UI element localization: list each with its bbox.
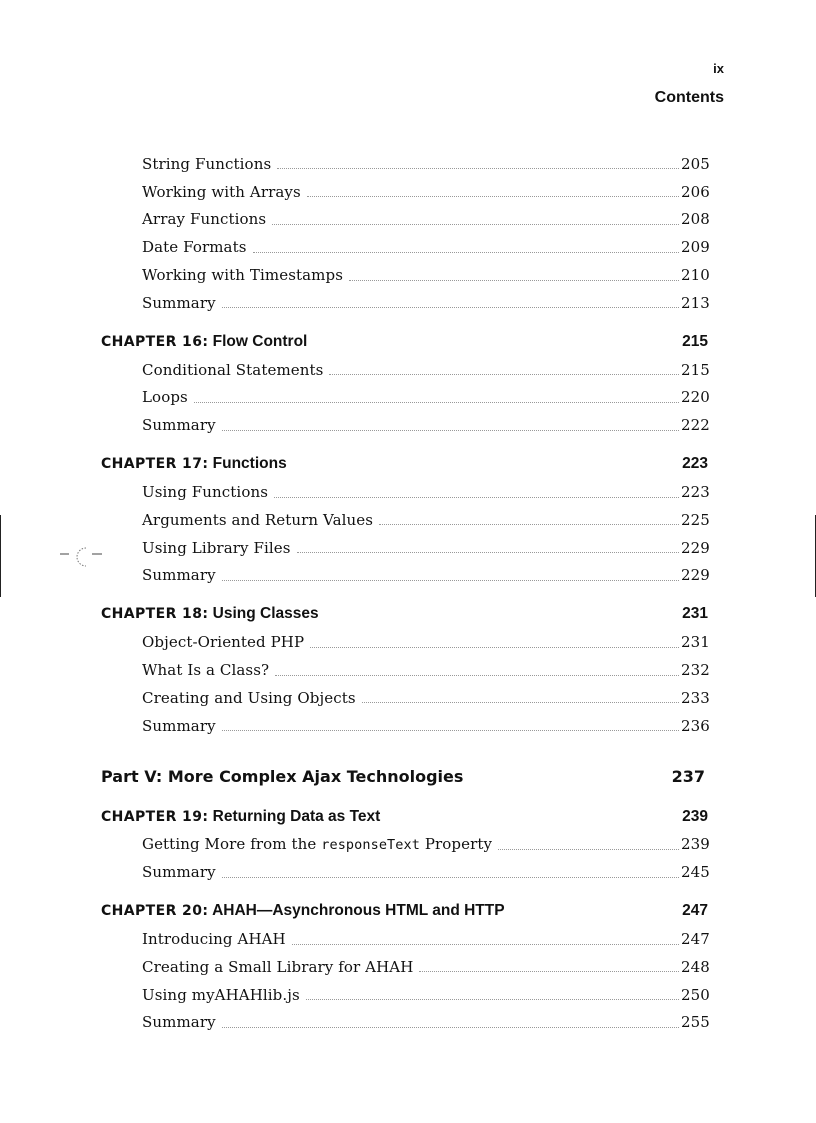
toc-entry[interactable] [101, 858, 708, 886]
toc-entry[interactable] [101, 534, 708, 562]
chapter-label: CHAPTER 19: [101, 808, 209, 825]
toc-entry[interactable] [101, 925, 708, 953]
chapter-page: 247 [682, 902, 708, 920]
chapter-title: Functions [212, 455, 287, 473]
dot-leader [274, 497, 679, 498]
dot-leader [362, 702, 679, 703]
entry-title-part: Getting More from the [142, 835, 322, 854]
chapter-heading[interactable] [101, 600, 708, 628]
entry-title-part: Property [419, 835, 493, 854]
toc-entry[interactable] [101, 178, 708, 206]
chapter-title: Returning Data as Text [212, 807, 381, 825]
entry-title: What Is a Class? [142, 661, 270, 680]
entry-title: Object-Oriented PHP [142, 633, 305, 652]
chapter-label: CHAPTER 20: [101, 903, 209, 920]
dot-leader [292, 944, 679, 945]
dot-leader [329, 374, 679, 375]
part-heading[interactable] [101, 762, 708, 792]
toc-entry[interactable] [101, 684, 708, 712]
entry-title: Summary [142, 566, 216, 585]
dot-leader [498, 849, 679, 850]
toc-entry[interactable] [101, 289, 708, 317]
dot-leader [275, 675, 679, 676]
toc-entry[interactable] [101, 233, 708, 261]
entry-title: String Functions [142, 154, 272, 173]
dot-leader [222, 430, 679, 431]
entry-page: 248 [681, 957, 710, 976]
part-page: 237 [671, 767, 705, 787]
entry-title: Loops [142, 388, 188, 407]
entry-title: Summary [142, 293, 216, 312]
entry-page: 239 [681, 835, 710, 854]
entry-title: Conditional Statements [142, 360, 324, 379]
chapter-label: CHAPTER 17: [101, 456, 209, 473]
registration-mark-icon [60, 544, 102, 570]
chapter-title: AHAH—Asynchronous HTML and HTTP [212, 902, 505, 920]
table-of-contents [101, 150, 708, 1036]
entry-title: Date Formats [142, 238, 247, 257]
entry-title: Summary [142, 863, 216, 882]
entry-page: 210 [681, 266, 710, 285]
toc-entry[interactable] [101, 712, 708, 740]
running-head: Contents [654, 89, 724, 106]
entry-title: Array Functions [142, 210, 267, 229]
toc-entry[interactable] [101, 628, 708, 656]
toc-entry[interactable] [101, 206, 708, 234]
chapter-heading[interactable] [101, 328, 708, 356]
entry-page: 229 [681, 566, 710, 585]
dot-leader [222, 877, 679, 878]
toc-entry[interactable] [101, 478, 708, 506]
chapter-page: 239 [682, 807, 708, 825]
toc-entry[interactable] [101, 656, 708, 684]
chapter-title: Flow Control [212, 332, 308, 350]
entry-title: Summary [142, 1013, 216, 1032]
dot-leader [194, 402, 679, 403]
page-number: ix [713, 61, 724, 76]
entry-page: 215 [681, 360, 710, 379]
entry-page: 223 [681, 483, 710, 502]
toc-entry[interactable] [101, 150, 708, 178]
chapter-label: CHAPTER 18: [101, 606, 209, 623]
entry-title: Using Functions [142, 483, 269, 502]
dot-leader [297, 552, 679, 553]
entry-page: 205 [681, 154, 710, 173]
dot-leader [310, 647, 679, 648]
chapter-page: 223 [682, 455, 708, 473]
chapter-title: Using Classes [212, 605, 319, 623]
entry-page: 232 [681, 661, 710, 680]
entry-page: 225 [681, 510, 710, 529]
toc-entry[interactable] [101, 562, 708, 590]
dot-leader [379, 524, 679, 525]
entry-page: 206 [681, 182, 710, 201]
entry-page: 247 [681, 930, 710, 949]
dot-leader [277, 168, 679, 169]
chapter-heading[interactable] [101, 897, 708, 925]
entry-title: Creating and Using Objects [142, 688, 356, 707]
entry-page: 209 [681, 238, 710, 257]
entry-page: 213 [681, 293, 710, 312]
toc-entry[interactable] [101, 356, 708, 384]
entry-page: 222 [681, 416, 710, 435]
entry-page: 208 [681, 210, 710, 229]
entry-page: 255 [681, 1013, 710, 1032]
toc-entry[interactable] [101, 261, 708, 289]
entry-title [142, 835, 492, 853]
entry-title-code: responseText [321, 837, 420, 854]
dot-leader [306, 999, 679, 1000]
toc-entry[interactable] [101, 411, 708, 439]
chapter-label: CHAPTER 16: [101, 333, 209, 350]
entry-title: Arguments and Return Values [142, 510, 374, 529]
entry-page: 220 [681, 388, 710, 407]
crop-mark-left [0, 515, 1, 597]
entry-page: 245 [681, 863, 710, 882]
entry-title: Introducing AHAH [142, 930, 286, 949]
entry-page: 231 [681, 633, 710, 652]
entry-title: Summary [142, 716, 216, 735]
toc-entry[interactable] [101, 831, 708, 859]
entry-title: Summary [142, 416, 216, 435]
dot-leader [253, 252, 679, 253]
toc-entry[interactable] [101, 1009, 708, 1037]
dot-leader [222, 1027, 679, 1028]
entry-title: Using myAHAHlib.js [142, 985, 300, 1004]
entry-page: 236 [681, 716, 710, 735]
entry-title: Working with Arrays [142, 182, 301, 201]
chapter-page: 231 [682, 605, 708, 623]
chapter-heading[interactable] [101, 803, 708, 831]
chapter-heading[interactable] [101, 450, 708, 478]
entry-page: 250 [681, 985, 710, 1004]
part-title: Part V: More Complex Ajax Technologies [101, 767, 464, 787]
entry-title: Working with Timestamps [142, 266, 344, 285]
dot-leader [349, 280, 679, 281]
entry-page: 233 [681, 688, 710, 707]
dot-leader [222, 730, 679, 731]
dot-leader [222, 580, 679, 581]
toc-entry[interactable] [101, 953, 708, 981]
toc-entry[interactable] [101, 384, 708, 412]
toc-entry[interactable] [101, 506, 708, 534]
entry-title: Creating a Small Library for AHAH [142, 957, 414, 976]
chapter-page: 215 [682, 332, 708, 350]
dot-leader [307, 196, 679, 197]
toc-entry[interactable] [101, 981, 708, 1009]
entry-title: Using Library Files [142, 538, 291, 557]
dot-leader [222, 307, 679, 308]
dot-leader [419, 971, 679, 972]
dot-leader [272, 224, 679, 225]
entry-page: 229 [681, 538, 710, 557]
